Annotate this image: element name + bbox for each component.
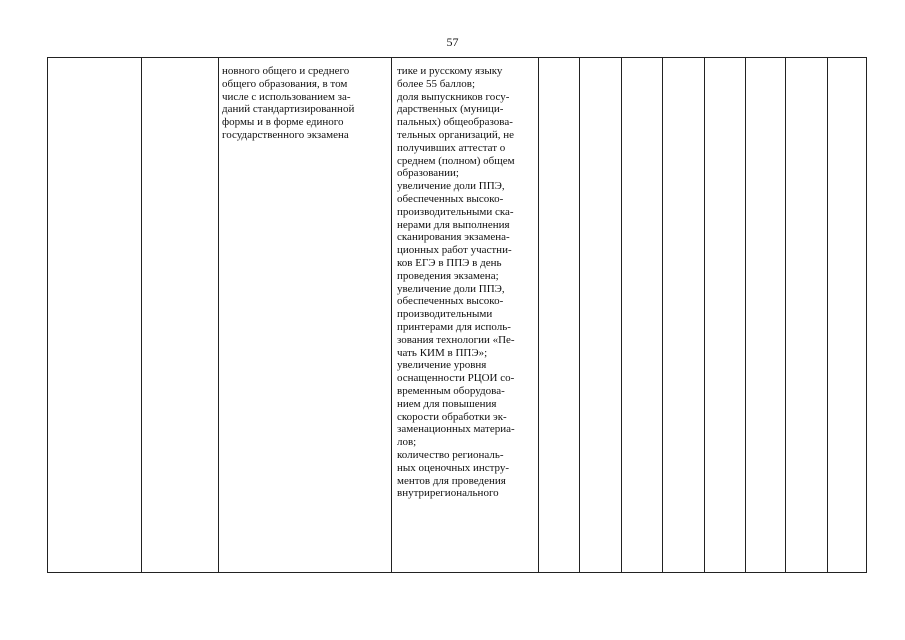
text-line: образовании; — [397, 167, 459, 180]
text-line: тике и русскому языку — [397, 65, 503, 77]
text-line: дарственных (муници- — [397, 103, 504, 116]
text-line: сканирования экзамена- — [397, 231, 510, 244]
column-divider — [391, 58, 392, 572]
text-line: увеличение уровня — [397, 359, 487, 372]
text-line: числе с использованием за- — [222, 90, 351, 103]
column-divider — [827, 58, 828, 572]
column-divider — [662, 58, 663, 572]
text-line: заменационных материа- — [397, 423, 515, 436]
column-divider — [218, 58, 219, 572]
text-line: увеличение доли ППЭ, — [397, 282, 505, 295]
text-line: ментов для проведения — [397, 474, 506, 487]
table-grid — [47, 57, 867, 573]
text-line: внутрирегионального — [397, 487, 499, 500]
text-line: формы и в форме единого — [222, 116, 344, 129]
text-line: среднем (полном) общем — [397, 154, 515, 167]
text-line: новного общего и среднего — [222, 65, 350, 77]
column-divider — [141, 58, 142, 572]
text-line: скорости обработки эк- — [397, 410, 507, 423]
column-divider — [704, 58, 705, 572]
text-line: нием для повышения — [397, 397, 497, 410]
text-line: принтерами для исполь- — [397, 320, 511, 333]
text-line: ционных работ участни- — [397, 244, 512, 257]
text-line: временным оборудова- — [397, 384, 505, 397]
text-line: ных оценочных инстру- — [397, 461, 510, 474]
table-cell-indicators — [397, 65, 515, 500]
text-line: обеспеченных высоко- — [397, 295, 504, 308]
text-line: обеспеченных высоко- — [397, 192, 504, 205]
text-line: более 55 баллов; — [397, 77, 476, 90]
text-line: нерами для выполнения — [397, 218, 510, 231]
text-line: проведения экзамена; — [397, 269, 499, 282]
text-line: тельных организаций, не — [397, 128, 515, 141]
text-line: чать КИМ в ППЭ»; — [397, 346, 488, 359]
column-divider — [621, 58, 622, 572]
text-line: пальных) общеобразова- — [397, 116, 513, 129]
column-divider — [785, 58, 786, 572]
text-line: производительными ска- — [397, 205, 514, 218]
text-line: оснащенности РЦОИ со- — [397, 372, 515, 385]
text-line: доля выпускников госу- — [397, 90, 510, 103]
text-line: количество региональ- — [397, 448, 504, 461]
column-divider — [745, 58, 746, 572]
table-cell-activity — [222, 65, 354, 142]
text-line: зования технологии «Пе- — [397, 333, 515, 346]
text-line: общего образования, в том — [222, 77, 348, 90]
text-line: даний стандартизированной — [222, 103, 355, 116]
page-number: 57 — [446, 35, 459, 49]
text-line: увеличение доли ППЭ, — [397, 180, 505, 193]
text-line: лов; — [397, 436, 417, 449]
text-line: ков ЕГЭ в ППЭ в день — [397, 256, 502, 269]
column-divider — [538, 58, 539, 572]
text-line: производительными — [397, 308, 493, 321]
text-line: государственного экзамена — [222, 128, 349, 141]
text-line: получивших аттестат о — [397, 141, 506, 154]
column-divider — [579, 58, 580, 572]
